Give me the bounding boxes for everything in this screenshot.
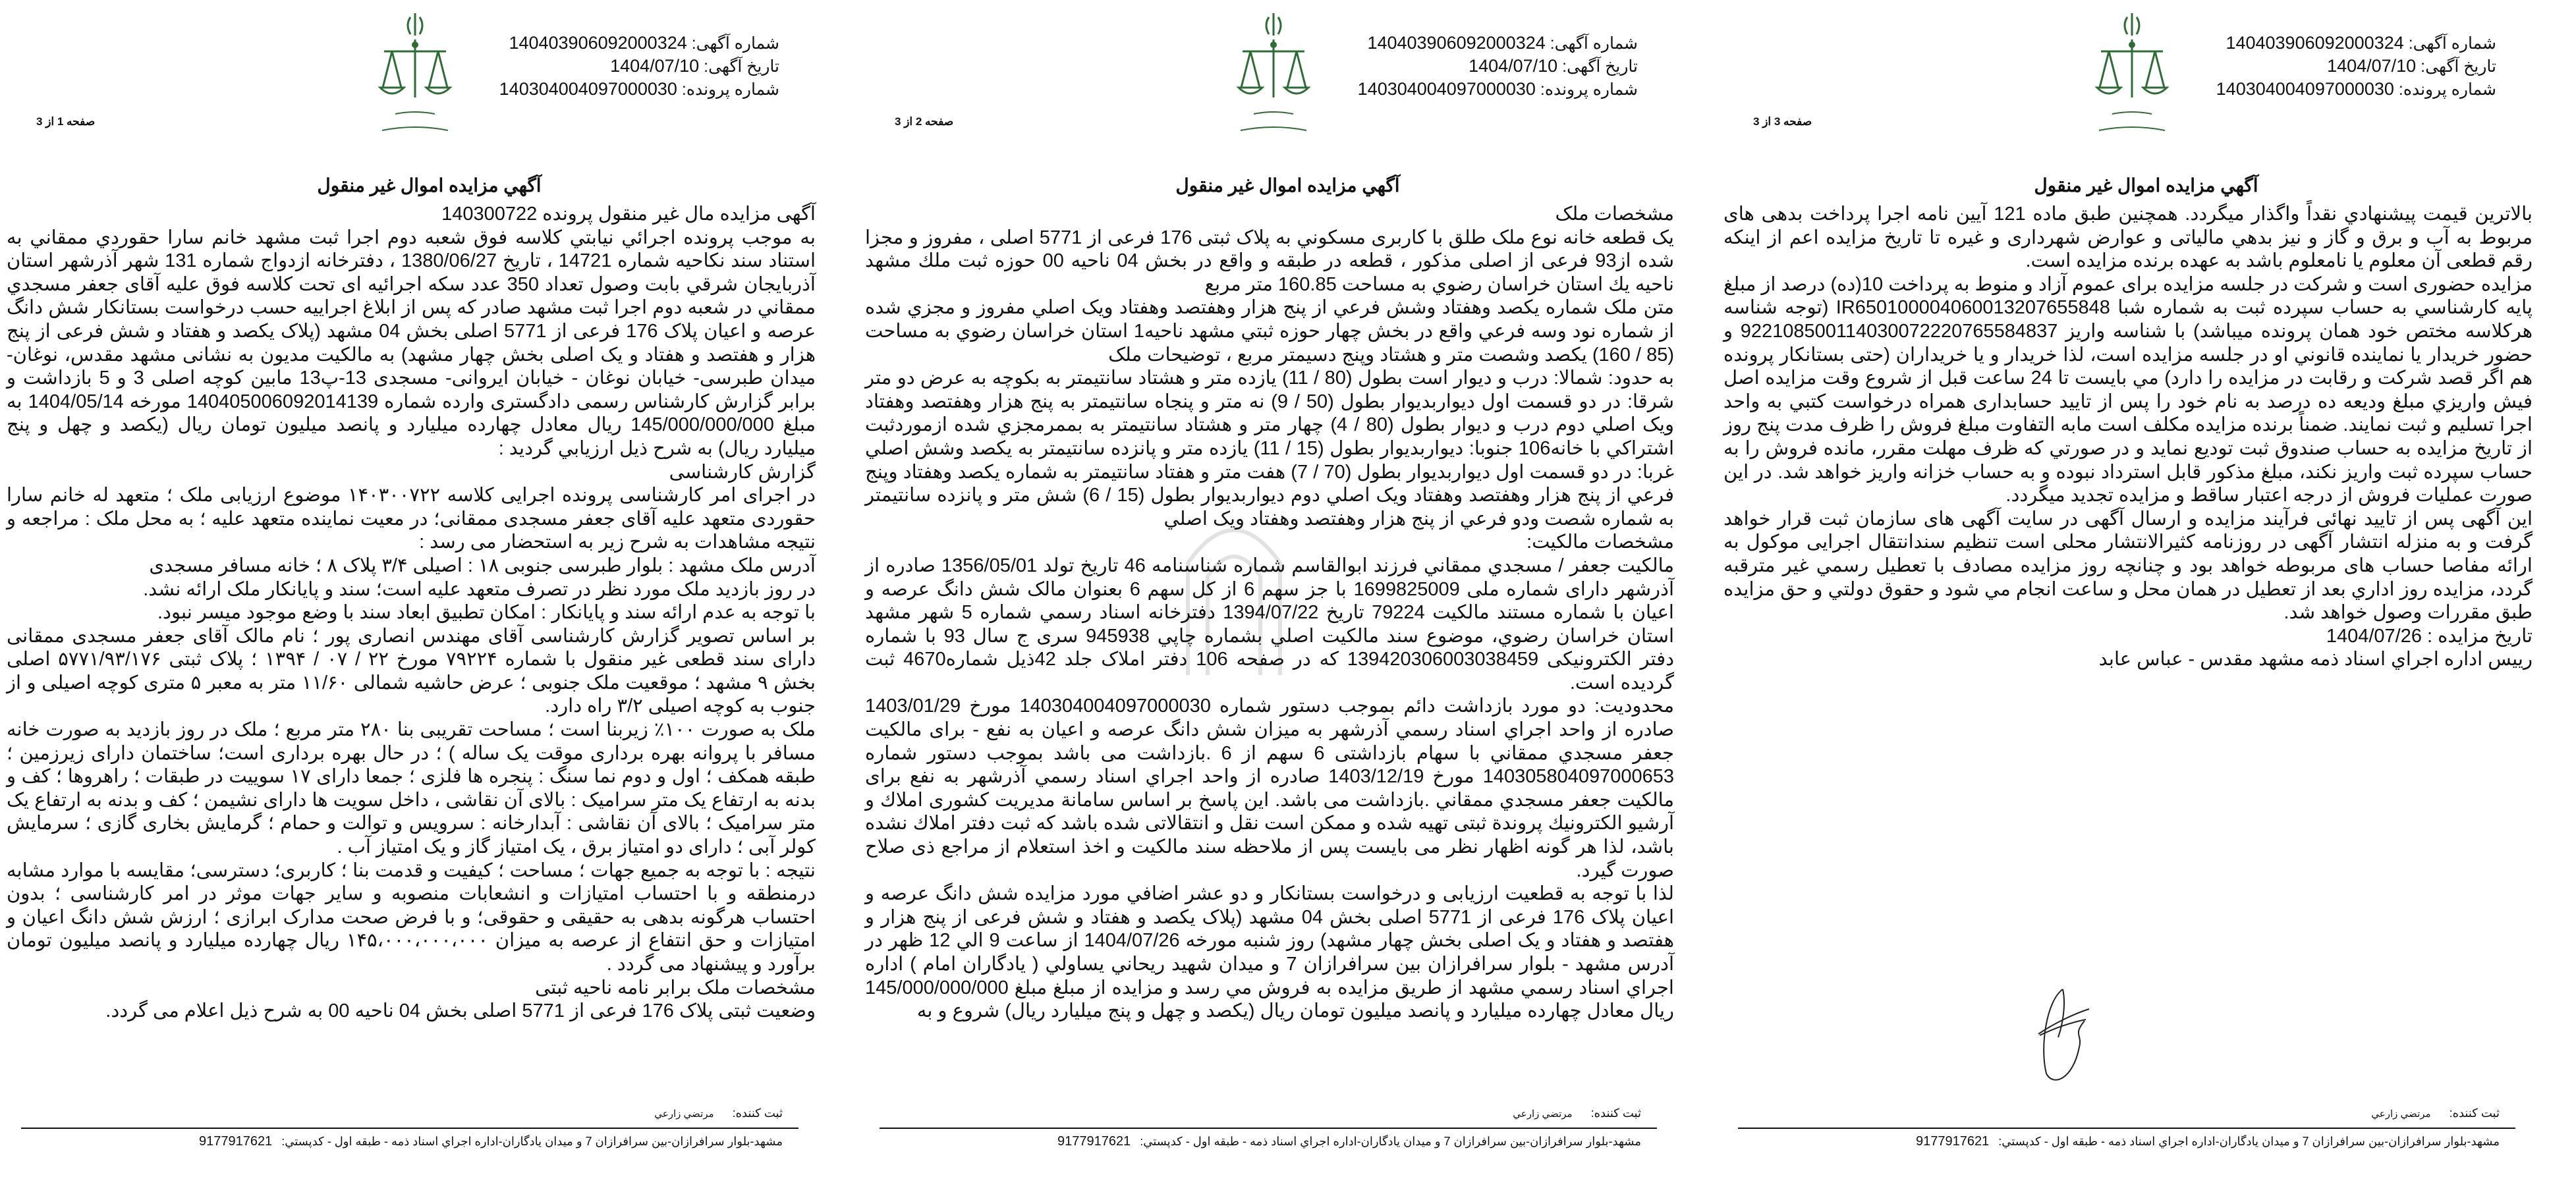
ad-date-label: تاریخ آگهی: (1562, 57, 1638, 76)
page-number: صفحه 2 از 3 (895, 115, 954, 128)
page-body (865, 203, 1674, 1023)
ad-number-label: شماره آگهی: (2408, 34, 2496, 53)
file-number: 140304004097000030 (2216, 79, 2394, 99)
paragraph: به حدود: شمالا: درب و ديوار است بطول (80 / 11) يازده متر و هشتاد سانتيمتر به بکوچه به عرض دو متر شرقا: در دو قسمت اول ديواربديوار بطول (50 / 9) نه متر و پنجاه سانتيمتر به پنج هزار وهفتصد وهفتاد ويک اصلي دوم درب و ديوار بطول (80 / 4) چهار متر و هشتاد سانتيمتر به بممرمجزي شده ازموردثبت اشتراکي با خانه106 جنوبا: ديواربديوار بطول (15 / 11) يازده متر و پانزده سانتيمتر به يکصد وشش اصلي غربا: در دو قسمت اول ديواربديوار بطول (70 / 7) هفت متر و هفتاد سانتيمتر به شماره يکصد وهفتاد وپنج فرعي از پنج هزار وهفتصد وهفتاد ويک اصلي دوم ديواربديوار بطول (15 / 6) شش متر و پانزده سانتيمتر به شماره شصت ودو فرعي از پنج هزار وهفتصد وهفتاد ويک اصلي (865, 368, 1675, 530)
ad-date-row (2216, 55, 2496, 78)
ad-number-label: شماره آگهی: (1550, 34, 1638, 53)
ad-number: 140403906092000324 (2226, 33, 2404, 53)
paragraph: مشخصات مالکيت: (1526, 531, 1674, 553)
paragraph: مالکيت جعفر / مسجدي ممقاني فرزند ابوالقاسم شماره شناسنامه 46 تاريخ تولد 1356/05/01 صادره از آذرشهر داراى شماره ملى 1699825009 با جز سهم 6 از کل سهم 6 بعنوان مالک شش دانگ عرصه و اعيان با شماره مستند مالکيت 79224 تاريخ 1394/07/22 دفترخانه اسناد رسمي شماره 5 شهر مشهد استان خراسان رضوي، موضوع سند مالکيت اصلي بشماره چاپي 945938 سرى ج سال 93 با شماره دفتر الکترونيکى 139420306003038459 که در صفحه 106 دفتر املاک جلد 42ذيل شماره4670 ثبت گرديده است. (865, 555, 1675, 694)
page-number: صفحه 3 از 3 (1753, 115, 1812, 128)
paragraph: در اجرای امر کارشناسی پرونده اجرایی کلاسه ۱۴۰۳۰۰۷۲۲ موضوع ارزیابی ملک ؛ متعهد له خانم سارا حقوردی متعهد علیه آقای جعفر مسجدی ممقانی؛ در معیت نماینده متعهد علیه ؛ به محل ملک : مراجعه و نتیجه مشاهدات به شرح زیر به استحضار می رسد : (7, 485, 816, 553)
footer-address (1916, 1134, 2500, 1149)
paragraph: بر اساس تصویر گزارش کارشناسی آقای مهندس انصاری پور ؛ نام مالک آقای جعفر مسجدی ممقانی دارای سند قطعی غیر منقول با شماره ۷۹۲۲۴ مورخ ۲۲ / ۰۷ / ۱۳۹۴ ؛ پلاک ثبتی ۵۷۷۱/۹۳/۱۷۶ اصلی بخش ۹ مشهد ؛ موقعیت ملک جنوبی ؛ عرض حاشیه شمالی ۱۱/۶۰ متر به معبر ۵ متری کوچه اصیلی و از جنوب به کوچه اصیلی ۳/۲ راه دارد. (7, 625, 816, 717)
file-number-row (499, 78, 779, 101)
postal-code: 9177917621 (198, 1134, 273, 1149)
page-number: صفحه 1 از 3 (36, 115, 96, 128)
paragraph: به موجب پرونده اجرائي نيابتي کلاسه فوق شعبه دوم اجرا ثبت مشهد خانم سارا حقوردي ممقاني به استناد سند نکاحيه شماره 14721 ، تاريخ 1380/06/27 ، دفترخانه ازدواج شماره 131 شهر آذرشهر استان آذربايجان شرقي بابت وصول تعداد 350 عدد سکه اجرائيه ای تحت کلاسه فوق عليه آقای جعفر مسجدي ممقاني در شعبه دوم اجرا ثبت مشهد صادر که پس از ابلاغ اجراييه حسب درخواست بستانکار شش دانگ عرصه و اعيان پلاک 176 فرعی از 5771 اصلی بخش 04 مشهد (پلاک یکصد و هفتاد و شش فرعی از پنج هزار و هفتصد و هفتاد و یک اصلی بخش چهار مشهد) به مالکیت مدیون به نشانی مشهد مقدس، نوغان- میدان طبرسی- خیابان نوغان - خیابان ایروانی- مسجدی 13-پ13 مابین کوچه اصلی 3 و 5 بازداشت و برابر گزارش کارشناس رسمی دادگستری وارده شماره 14040500609201413‌9 مورخه 1404/05/14 به مبلغ 145/000/000/000 ریال معادل چهارده میلیارد و پانصد میلیون تومان ریال (یکصد و چهل و پنج میلیارد ریال) به شرح ذیل ارزيابي گرديد : (7, 227, 816, 459)
paragraph: اين آگهی پس از تاييد نهائی فرآيند مزايده و ارسال آگهی در سايت آگهی های سازمان ثبت قرار خواهد گرفت و به منزله انتشار آگهی در روزنامه کثيرالانتشار محلی است تنظيم سندانتقال اجرايی موکول به ارائه مفاصا حساب های مربوطه خواهد بود و چنانچه روز مزايده مصادف با تعطيل رسمي غير مترقبه گردد، مزايده روز اداري بعد از تعطيل در همان محل و ساعت انجام مي شود و حقوق دولتي و حق مزايده طبق مقررات وصول خواهد شد. (1723, 508, 2533, 624)
paragraph: نتیجه : با توجه به جمیع جهات ؛ مساحت ؛ کیفیت و قدمت بنا ؛ کاربری؛ دسترسی؛ مقایسه با موارد مشابه درمنطقه و با احتساب امتیازات و انشعابات منصوبه و سایر جهات موثر در امر کارشناسی ؛ بدون احتساب هرگونه بدهی به حقیقی و حقوقی؛ و با فرض صحت مدارک ابرازی ؛ ارزش شش دانگ اعیان و امتیازات و حق انتفاع از عرصه به میزان ۱۴۵،۰۰۰،۰۰۰،۰۰۰ ریال چهارده میلیارد و پانصد میلیون تومان برآورد و پیشنهاد می گردد . (7, 859, 816, 975)
auction-date: تاريخ مزايده : 1404/07/26 (2326, 625, 2533, 647)
paragraph: مشخصات ملک (1555, 204, 1674, 225)
paragraph: گزارش کارشناسی (669, 461, 816, 483)
registrar-name: مرتضي زارعي (1513, 1108, 1573, 1120)
footer-divider (880, 1128, 1657, 1129)
signatory: رييس اداره اجراي اسناد ذمه مشهد مقدس - عباس عابد (2098, 649, 2533, 670)
header-meta (1358, 32, 1638, 101)
ad-number: 140403906092000324 (1367, 33, 1546, 53)
paragraph: متن ملک شماره یکصد وهفتاد وشش فرعي از پنج هزار وهفتصد وهفتاد ويک اصلي مفروز و مجزي شده از شماره نود وسه فرعي واقع در بخش چهار حوزه ثبتي مشهد ناحيه1 استان خراسان رضوي به مساحت (85 / 160) يکصد وشصت متر و هشتاد وپنج دسيمتر مربع ، توضيحات ملک (865, 297, 1675, 366)
paragraph: در روز بازدید ملک مورد نظر در تصرف متعهد علیه است؛ سند و پایانکار ملک ارائه نشد. (143, 578, 816, 600)
paragraph: لذا با توجه به قطعيت ارزيابی و درخواست بستانکار و دو عشر اضافي مورد مزايده شش دانگ عرصه و اعيان پلاک 176 فرعی از 5771 اصلی بخش 04 مشهد (پلاک یکصد و هفتاد و شش فرعی از پنج هزار و هفتصد و هفتاد و یک اصلی بخش چهار مشهد) روز شنبه مورخه 1404/07/26 از ساعت 9 الي 12 ظهر در آدرس مشهد - بلوار سرافرازان بين سرافرازان 7 و ميدان شهيد ريحاني يساولي ( يادگاران امام ) اداره اجراي اسناد رسمي مشهد از طريق مزايده به فروش مي رسد و مزايده از مبلغ مبلغ 145/000/000/000 ريال معادل چهارده ميليارد و پانصد ميليون تومان ريال (يکصد و چهل و پنج ميليارد ريال) شروع و به (865, 883, 1675, 1022)
file-number-label: شماره پرونده: (1540, 80, 1638, 99)
ad-number-row (2216, 32, 2496, 55)
ad-number-row (1358, 32, 1638, 55)
document-title: آگهي مزايده اموال غير منقول (317, 175, 542, 196)
paragraph: وضعیت ثبتی پلاک 176 فرعی از 5771 اصلی بخش 04 ناحیه 00 به شرح ذیل اعلام می گردد. (105, 1000, 816, 1022)
judiciary-scales-emblem-icon (366, 5, 464, 147)
document-title: آگهي مزايده اموال غير منقول (1175, 175, 1400, 196)
registrar-label: ثبت کننده: (1590, 1106, 1641, 1120)
file-number: 140304004097000030 (1357, 79, 1536, 99)
header-meta (499, 32, 779, 101)
registrar-name: مرتضي زارعي (2371, 1108, 2431, 1120)
paragraph: مشخصات ملک برابر نامه ناحیه ثبتی (535, 977, 816, 998)
signature-icon (2033, 988, 2106, 1083)
postal-code: 9177917621 (1057, 1134, 1131, 1149)
file-number-label: شماره پرونده: (2398, 80, 2496, 99)
registrar-label: ثبت کننده: (732, 1106, 783, 1120)
address-text: مشهد-بلوار سرافرازان-بين سرافرازان 7 و ميدان يادگاران-اداره اجراي اسناد ذمه - طبقه اول - کدپستي: (1140, 1135, 1641, 1148)
file-number: 140304004097000030 (499, 79, 677, 99)
page-body (7, 203, 816, 1023)
registrar (2371, 1106, 2500, 1120)
paragraph: ملک به صورت ۱۰۰٪ زیربنا است ؛ مساحت تقریبی بنا ۲۸۰ متر مربع ؛ ملک در روز بازدید به صورت خانه مسافر با پروانه بهره برداری موقت یک ساله ) ؛ در حال بهره برداری است؛ ساختمان دارای زیرزمین ؛ طبقه همکف ؛ اول و دوم نما سنگ : پنجره ها فلزی ؛ جمعا دارای ۱۷ سوییت در طبقات ؛ راهروها ؛ کف و بدنه به ارتفاع یک متر سرامیک : بالای آن نقاشی ، داخل سویت ها دارای نشیمن ؛ کف و بدنه به ارتفاع یک متر سرامیک ؛ بالای آن نقاشی : آبدارخانه : سرویس و توالت و حمام ؛ گرمایش بخاری گازی ؛ سرمایش کولر آبی ؛ دارای دو امتیاز برق ، یک امتیاز گاز و یک امتیاز آب . (7, 719, 816, 858)
paragraph: آگهی مزایده مال غیر منقول پرونده 140300722 (441, 204, 816, 225)
address-text: مشهد-بلوار سرافرازان-بين سرافرازان 7 و ميدان يادگاران-اداره اجراي اسناد ذمه - طبقه اول - کدپستي: (281, 1135, 783, 1148)
document-title: آگهي مزايده اموال غير منقول (2034, 175, 2258, 196)
page-3 (1717, 0, 2575, 1198)
registrar-label: ثبت کننده: (2449, 1106, 2500, 1120)
ad-date: 1404/07/10 (1469, 56, 1558, 76)
registrar (1513, 1106, 1641, 1120)
footer-address (199, 1134, 783, 1149)
ad-date-label: تاریخ آگهی: (2421, 57, 2496, 76)
ad-number-row (499, 32, 779, 55)
ad-date-row (1358, 55, 1638, 78)
paragraph: مزايده حضوری است و شرکت در جلسه مزايده برای عموم آزاد و منوط به پرداخت 10(ده) درصد از مبلغ پايه کارشناسي به حساب سپرده ثبت به شماره شبا IR650100004060013207655848 (توجه شناسه هرکلاسه مختص خود همان پرونده ميباشد) با شناسه واريز 922108500114030072220765584837 و حضور خريدار يا نماينده قانوني او در جلسه مزايده است، لذا خريدار و يا خريداران (حتی بستانکار پرونده هم اگر قصد شرکت و رقابت در مزايده را دارد) مي بايست تا 24 ساعت قبل از شروع وقت مزايده اصل فيش واريزي مبلغ وديعه ده درصد به نام خود را پس از تاييد حسابداری همراه درخواست کتبي به واحد اجرا تسليم و ثبت نمايند. ضمناً برنده مزايده مکلف است مابه التفاوت مبلغ فروش را ظرف مدت پنج روز از تاريخ مزايده به حساب صندوق ثبت توديع نمايد و در صورتي که ظرف مهلت مقرر، مانده فروش را به حساب سپرده ثبت واريز نکند، مبلغ مذکور قابل استرداد نبوده و به حساب خزانه واريز خواهد شد. در اين صورت عمليات فروش از درجه اعتبار ساقط و مزايده تجديد ميگردد. (1723, 273, 2533, 506)
address-text: مشهد-بلوار سرافرازان-بين سرافرازان 7 و ميدان يادگاران-اداره اجراي اسناد ذمه - طبقه اول - کدپستي: (1998, 1135, 2500, 1148)
ad-number-label: شماره آگهی: (691, 34, 779, 53)
paragraph: بالاترين قيمت پيشنهادي نقداً واگذار ميگردد. همچنين طبق ماده 121 آيين نامه اجرا پرداخت بدهی های مربوط به آب و برق و گاز و نيز بدهي مالياتی و عوارض شهرداری و غيره تا تاريخ مزايده اعم از اينکه رقم قطعی آن معلوم يا نامعلوم باشد به عهده برنده مزايده است. (1723, 204, 2533, 272)
page-1 (0, 0, 858, 1198)
ad-number: 140403906092000324 (509, 33, 687, 53)
footer-divider (21, 1128, 798, 1129)
header-meta (2216, 32, 2496, 101)
page-2 (858, 0, 1717, 1198)
ad-date-label: تاریخ آگهی: (704, 57, 779, 76)
ad-date: 1404/07/10 (610, 56, 700, 76)
file-number-row (1358, 78, 1638, 101)
judiciary-scales-emblem-icon (1224, 5, 1323, 147)
paragraph: با توجه به عدم ارائه سند و پایانکار : امکان تطبیق ابعاد سند با وضع موجود میسر نبود. (157, 602, 816, 624)
footer-divider (1738, 1128, 2515, 1129)
footer-address (1057, 1134, 1641, 1149)
judiciary-scales-emblem-icon (2083, 5, 2181, 147)
paragraph: یک قطعه خانه نوع ملک طلق با کاربری مسکوني به پلاک ثبتی 176 فرعی از 5771 اصلی ، مفروز و مجزا شده از93 فرعی از اصلی مذکور ، قطعه در طبقه و واقع در بخش 04 ناحیه 00 حوزه ثبت ملك مشهد ناحيه يك استان خراسان رضوي به مساحت 160.85 متر مربع (865, 227, 1674, 295)
ad-date-row (499, 55, 779, 78)
paragraph: آدرس ملک مشهد : بلوار طبرسی جنوبی ۱۸ : اصیلی ۳/۴ پلاک ۸ ؛ خانه مسافر مسجدی (149, 555, 816, 576)
file-number-label: شماره پرونده: (681, 80, 779, 99)
page-body (1723, 203, 2533, 672)
postal-code: 9177917621 (1915, 1134, 1990, 1149)
registrar-name: مرتضي زارعي (654, 1108, 714, 1120)
ad-date: 1404/07/10 (2327, 56, 2417, 76)
file-number-row (2216, 78, 2496, 101)
paragraph: محدوديت: دو مورد بازداشت دائم بموجب دستور شماره 140304004097000030 مورخ 1403/01/29 صادره از واحد اجراي اسناد رسمي آذرشهر به ميزان شش دانگ عرصه و اعيان به نفع - براى مالکيت جعفر مسجدي ممقاني با سهام بازداشتى 6 سهم از 6 .بازداشت مى باشد بموجب دستور شماره 140305804097000653 مورخ 1403/12/19 صادره از واحد اجراي اسناد رسمي آذرشهر به نفع براى مالکيت جعفر مسجدي ممقاني .بازداشت مى باشد. اين پاسخ بر اساس سامانة مديريت كشورى املاك و آرشيو الكترونيك پروندة ثبتى تهيه شده و ممكن است نقل و انتقالاتى شده باشد كه ثبت دفتر املاك نشده باشد، لذا هر گونه اظهار نظر مى بايست پس از ملاحظه سند مالكيت و اخذ استعلام از مراجع ذى صلاح صورت گيرد. (865, 695, 1674, 881)
registrar (654, 1106, 783, 1120)
